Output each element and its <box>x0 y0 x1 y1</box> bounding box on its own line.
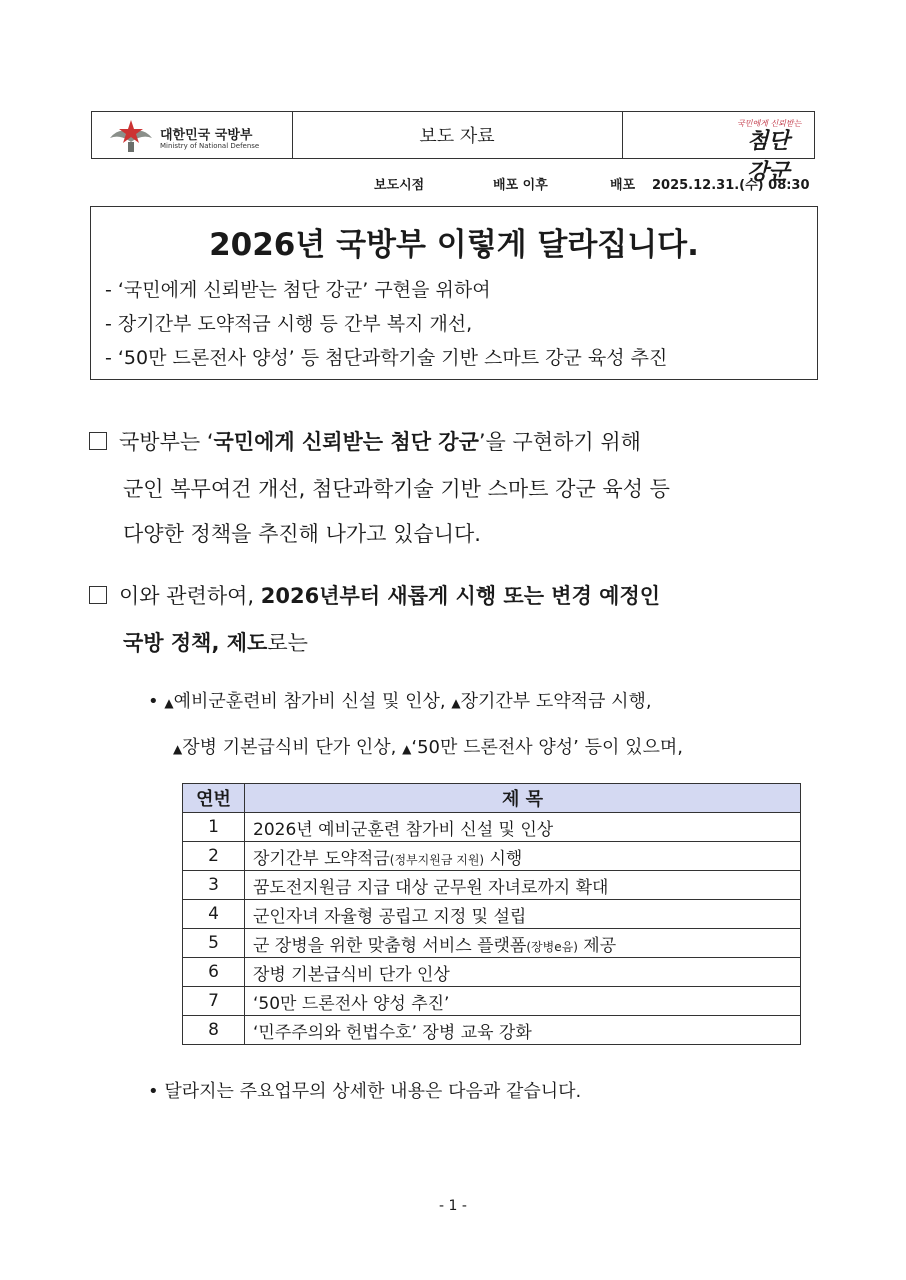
bullet-1-line-1: • ▲예비군훈련비 참가비 신설 및 인상, ▲장기간부 도약적금 시행, <box>148 691 652 712</box>
col-header-title: 제 목 <box>245 784 801 813</box>
table-row: 4 군인자녀 자율형 공립고 지정 및 설립 <box>183 900 801 929</box>
checkbox-icon <box>89 432 107 450</box>
table-row: 3 꿈도전지원금 지급 대상 군무원 자녀로까지 확대 <box>183 871 801 900</box>
triangle-icon: ▲ <box>164 696 174 710</box>
ministry-cell <box>92 112 293 158</box>
table-row: 1 2026년 예비군훈련 참가비 신설 및 인상 <box>183 813 801 842</box>
table-header-row <box>183 784 801 813</box>
title-box <box>90 206 818 380</box>
release-label: 보도시점 <box>374 178 425 193</box>
slogan-small: 국민에게 신뢰받는 <box>737 119 802 128</box>
slogan-cell <box>622 112 814 185</box>
triangle-icon: ▲ <box>451 696 461 710</box>
bullet-1-line-2: ▲장병 기본급식비 단가 인상, ▲‘50만 드론전사 양성’ 등이 있으며, <box>173 737 683 758</box>
dist-datetime: 2025.12.31.(수) 08:30 <box>652 178 810 193</box>
paragraph-2-line-1: 이와 관련하여, 2026년부터 새롭게 시행 또는 변경 예정인 <box>89 580 660 610</box>
checkbox-icon <box>89 586 107 604</box>
table-row: 2 장기간부 도약적금(정부지원금 지원) 시행 <box>183 842 801 871</box>
bullet-icon: • <box>148 691 159 712</box>
summary-line: - ‘50만 드론전사 양성’ 등 첨단과학기술 기반 스마트 강군 육성 추진 <box>105 347 668 369</box>
col-header-no: 연번 <box>183 784 245 813</box>
ministry-name-en: Ministry of National Defense <box>160 142 260 150</box>
summary-line: - 장기간부 도약적금 시행 등 간부 복지 개선, <box>105 313 473 335</box>
ministry-emblem-icon <box>106 116 156 156</box>
header-box <box>91 111 815 185</box>
paragraph-1-line-2: 군인 복무여건 개선, 첨단과학기술 기반 스마트 강군 육성 등 <box>123 477 670 501</box>
policy-table <box>182 783 801 1045</box>
paragraph-2-line-2: 국방 정책, 제도로는 <box>123 631 308 655</box>
slogan-big: 첨단 강군 <box>747 128 790 185</box>
bullet-icon: • <box>148 1081 159 1102</box>
table-row: 5 군 장병을 위한 맞춤형 서비스 플랫폼(장병e음) 제공 <box>183 929 801 958</box>
table-row: 8 ‘민주주의와 헌법수호’ 장병 교육 강화 <box>183 1016 801 1045</box>
table-row: 7 ‘50만 드론전사 양성 추진’ <box>183 987 801 1016</box>
doc-type: 보도 자료 <box>419 126 495 147</box>
page-number: - 1 - <box>439 1198 467 1214</box>
page-title: 2026년 국방부 이렇게 달라집니다. <box>209 227 699 263</box>
triangle-icon: ▲ <box>173 742 183 756</box>
ministry-name-ko: 대한민국 국방부 <box>160 128 253 143</box>
release-timing: 배포 이후 <box>493 178 548 193</box>
bullet-2: • 달라지는 주요업무의 상세한 내용은 다음과 같습니다. <box>148 1081 582 1102</box>
paragraph-1-line-3: 다양한 정책을 추진해 나가고 있습니다. <box>123 522 481 546</box>
table-row: 6 장병 기본급식비 단가 인상 <box>183 958 801 987</box>
dist-label: 배포 <box>610 178 636 193</box>
summary-line: - ‘국민에게 신뢰받는 첨단 강군’ 구현을 위하여 <box>105 279 491 301</box>
triangle-icon: ▲ <box>402 742 412 756</box>
paragraph-1-line-1: 국방부는 ‘국민에게 신뢰받는 첨단 강군’을 구현하기 위해 <box>89 426 641 456</box>
